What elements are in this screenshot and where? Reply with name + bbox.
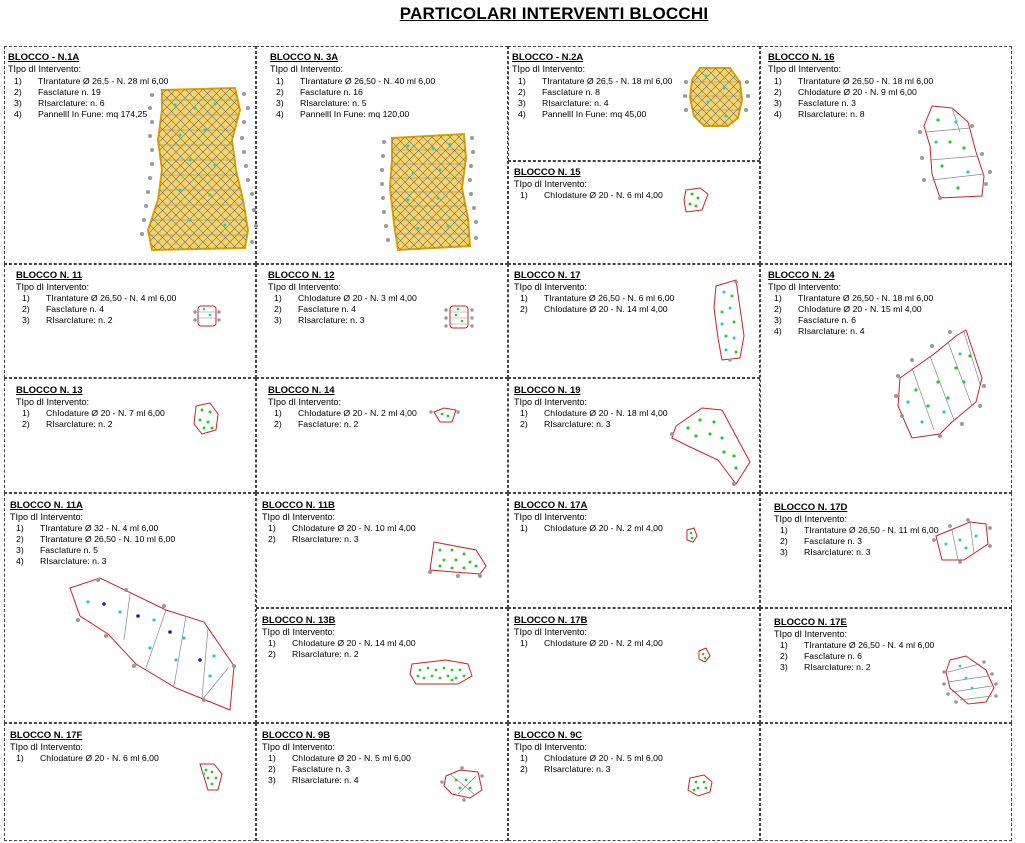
item-text: PannellI In Fune: mq 174,25 — [38, 109, 148, 119]
block-name-b17b: BLOCCO N. 17B — [514, 615, 588, 626]
item-text: RIsarcIature: n. 3 — [40, 556, 107, 566]
intervention-item — [276, 109, 435, 120]
tipo-label: TIpo dI Intervento: — [514, 512, 588, 522]
drawing-block-9c — [684, 772, 716, 798]
intervention-item — [268, 753, 411, 764]
item-text: ChIodature Ø 20 - N. 14 ml 4,00 — [292, 638, 416, 648]
block-name-b19: BLOCCO N. 19 — [514, 385, 581, 396]
block-name-b15: BLOCCO N. 15 — [514, 167, 581, 178]
item-number: 1) — [520, 523, 528, 533]
drawing-block-15 — [680, 184, 710, 214]
item-number: 2) — [520, 419, 528, 429]
intervention-item — [780, 640, 934, 651]
block-name-b17: BLOCCO N. 17 — [514, 270, 581, 281]
intervention-item — [518, 109, 672, 120]
intervention-item — [22, 304, 176, 315]
intervention-item — [780, 651, 934, 662]
tipo-label: TIpo dI Intervento: — [268, 397, 342, 407]
drawing-block-14 — [428, 404, 462, 426]
intervention-item — [274, 419, 417, 430]
item-list-b17f — [16, 753, 159, 764]
drawing-block-17a — [684, 526, 700, 544]
item-text: TIrantature Ø 26,5 - N. 28 ml 6,00 — [38, 76, 169, 86]
item-list-b13 — [22, 408, 165, 430]
item-text: FascIature n. 5 — [40, 545, 98, 555]
item-text: TIrantature Ø 26,50 - N. 4 ml 6,00 — [46, 293, 177, 303]
item-number: 4) — [14, 109, 22, 119]
item-number: 1) — [268, 638, 276, 648]
item-number: 4) — [774, 109, 782, 119]
item-list-b11a — [16, 523, 175, 567]
item-number: 4) — [276, 109, 284, 119]
item-text: FascIature n. 3 — [804, 536, 862, 546]
item-list-b13b — [268, 638, 416, 660]
item-number: 1) — [268, 753, 276, 763]
item-number: 2) — [274, 419, 282, 429]
block-name-b14: BLOCCO N. 14 — [268, 385, 335, 396]
tipo-label: TIpo dI Intervento: — [768, 282, 842, 292]
item-text: RIsarcIature: n. 5 — [300, 98, 367, 108]
item-text: FascIature n. 8 — [542, 87, 600, 97]
item-number: 2) — [274, 304, 282, 314]
item-text: FascIature n. 6 — [804, 651, 862, 661]
drawing-block-17d — [930, 516, 994, 566]
item-number: 3) — [14, 98, 22, 108]
item-text: RIsarcIature: n. 3 — [544, 764, 611, 774]
block-name-b1a: BLOCCO - N.1A — [8, 52, 80, 63]
item-number: 4) — [16, 556, 24, 566]
tipo-label: TIpo dI Intervento: — [774, 629, 848, 639]
intervention-item — [22, 408, 165, 419]
intervention-item — [518, 98, 672, 109]
intervention-item — [518, 87, 672, 98]
item-number: 2) — [520, 764, 528, 774]
item-number: 2) — [22, 304, 30, 314]
intervention-item — [16, 534, 175, 545]
item-number: 4) — [774, 326, 782, 336]
drawing-block-11a — [66, 576, 242, 716]
tipo-label: TIpo dI Intervento: — [16, 397, 90, 407]
item-number: 2) — [14, 87, 22, 97]
item-number: 1) — [774, 293, 782, 303]
item-text: FascIature n. 16 — [300, 87, 363, 97]
tipo-label: TIpo dI Intervento: — [514, 179, 588, 189]
item-number: 3) — [774, 315, 782, 325]
item-text: ChIodature Ø 20 - N. 9 ml 6,00 — [798, 87, 917, 97]
item-number: 1) — [520, 638, 528, 648]
item-number: 2) — [268, 649, 276, 659]
item-number: 3) — [276, 98, 284, 108]
intervention-item — [268, 638, 416, 649]
intervention-item — [774, 76, 933, 87]
tipo-label: TIpo dI Intervento: — [268, 282, 342, 292]
item-list-b9b — [268, 753, 411, 786]
intervention-item — [520, 523, 663, 534]
drawing-block-17f — [196, 760, 226, 794]
item-text: FascIature n. 3 — [798, 98, 856, 108]
item-text: RIsarcIature: n. 8 — [798, 109, 865, 119]
tipo-label: TIpo dI Intervento: — [768, 64, 842, 74]
item-number: 1) — [520, 293, 528, 303]
tipo-label: TIpo dI Intervento: — [512, 64, 586, 74]
intervention-item — [16, 753, 159, 764]
item-number: 1) — [16, 753, 24, 763]
page-title: PARTICOLARI INTERVENTI BLOCCHI — [399, 4, 709, 23]
intervention-item — [520, 764, 663, 775]
item-number: 2) — [780, 536, 788, 546]
item-number: 3) — [774, 98, 782, 108]
intervention-item — [274, 293, 417, 304]
intervention-item — [520, 419, 668, 430]
intervention-item — [22, 419, 165, 430]
intervention-item — [276, 76, 435, 87]
item-number: 1) — [520, 408, 528, 418]
item-list-b15 — [520, 190, 663, 201]
item-number: 1) — [780, 525, 788, 535]
item-text: ChIodature Ø 20 - N. 2 ml 4,00 — [544, 638, 663, 648]
item-number: 1) — [518, 76, 526, 86]
block-name-b11a: BLOCCO N. 11A — [10, 500, 83, 511]
item-text: FascIature n. 3 — [292, 764, 350, 774]
drawing-block-3a — [378, 128, 478, 260]
intervention-item — [780, 525, 939, 536]
intervention-item — [16, 556, 175, 567]
drawing-block-13 — [190, 400, 220, 436]
item-text: ChIodature Ø 20 - N. 6 ml 6,00 — [40, 753, 159, 763]
item-number: 3) — [274, 315, 282, 325]
item-number: 1) — [774, 76, 782, 86]
item-number: 1) — [14, 76, 22, 86]
item-text: FascIature: n. 2 — [298, 419, 359, 429]
intervention-item — [22, 315, 176, 326]
intervention-item — [780, 662, 934, 673]
drawing-block-11 — [192, 302, 222, 330]
item-number: 2) — [774, 87, 782, 97]
item-list-b17d — [780, 525, 939, 558]
intervention-item — [268, 534, 416, 545]
intervention-item — [16, 523, 175, 534]
item-text: FascIature n. 4 — [46, 304, 104, 314]
drawing-block-13b — [406, 658, 476, 688]
intervention-item — [268, 649, 416, 660]
item-number: 1) — [268, 523, 276, 533]
item-text: ChIodature Ø 20 - N. 5 ml 6,00 — [292, 753, 411, 763]
block-name-b16: BLOCCO N. 16 — [768, 52, 835, 63]
item-text: RIsarcIature: n. 2 — [292, 649, 359, 659]
block-name-b12: BLOCCO N. 12 — [268, 270, 335, 281]
intervention-item — [16, 545, 175, 556]
intervention-item — [780, 547, 939, 558]
item-text: RIsarcIature: n. 4 — [798, 326, 865, 336]
item-text: ChIodature Ø 20 - N. 14 ml 4,00 — [544, 304, 668, 314]
tipo-label: TIpo dI Intervento: — [10, 742, 84, 752]
block-name-b2a: BLOCCO - N.2A — [512, 52, 584, 63]
item-text: RIsarcIature: n. 3 — [804, 547, 871, 557]
item-number: 2) — [518, 87, 526, 97]
intervention-item — [520, 304, 674, 315]
item-number: 2) — [16, 534, 24, 544]
drawing-block-12 — [442, 302, 476, 332]
item-number: 1) — [520, 753, 528, 763]
item-number: 1) — [16, 523, 24, 533]
drawing-block-11b — [424, 536, 490, 582]
item-number: 3) — [268, 775, 276, 785]
item-number: 3) — [518, 98, 526, 108]
tipo-label: TIpo dI Intervento: — [8, 64, 82, 74]
block-name-b17d: BLOCCO N. 17D — [774, 502, 848, 513]
item-text: ChIodature Ø 20 - N. 18 ml 4,00 — [544, 408, 668, 418]
item-text: PannellI In Fune: mq 120,00 — [300, 109, 410, 119]
item-text: RIsarcIature: n. 3 — [298, 315, 365, 325]
block-name-b11b: BLOCCO N. 11B — [262, 500, 335, 511]
item-number: 2) — [268, 764, 276, 774]
item-text: RIsarcIature: n. 2 — [46, 315, 113, 325]
intervention-item — [774, 109, 933, 120]
item-number: 1) — [520, 190, 528, 200]
block-name-b11: BLOCCO N. 11 — [16, 270, 82, 281]
item-text: ChIodature Ø 20 - N. 2 ml 4,00 — [544, 523, 663, 533]
item-text: TIrantature Ø 26,50 - N. 10 ml 6,00 — [40, 534, 176, 544]
item-list-b12 — [274, 293, 417, 326]
intervention-item — [774, 315, 933, 326]
block-name-b3a: BLOCCO N. 3A — [270, 52, 339, 63]
item-number: 2) — [276, 87, 284, 97]
block-name-b13: BLOCCO N. 13 — [16, 385, 83, 396]
intervention-item — [774, 304, 933, 315]
intervention-item — [274, 408, 417, 419]
item-number: 2) — [780, 651, 788, 661]
item-number: 3) — [16, 545, 24, 555]
tipo-label: TIpo dI Intervento: — [16, 282, 90, 292]
intervention-item — [274, 304, 417, 315]
item-number: 2) — [268, 534, 276, 544]
item-number: 1) — [274, 293, 282, 303]
intervention-item — [520, 293, 674, 304]
intervention-item — [268, 523, 416, 534]
item-list-b9c — [520, 753, 663, 775]
block-name-b24: BLOCCO N. 24 — [768, 270, 835, 281]
block-name-b9b: BLOCCO N. 9B — [262, 730, 331, 741]
intervention-item — [780, 536, 939, 547]
item-text: TIrantature Ø 26,50 - N. 40 ml 6,00 — [300, 76, 436, 86]
drawing-block-2a — [684, 64, 750, 130]
item-text: TIrantature Ø 26,50 - N. 18 ml 6,00 — [798, 293, 934, 303]
item-text: ChIodature Ø 20 - N. 7 ml 6,00 — [46, 408, 165, 418]
item-list-b17b — [520, 638, 663, 649]
intervention-item — [774, 87, 933, 98]
item-number: 1) — [22, 293, 30, 303]
item-list-b17e — [780, 640, 934, 673]
item-text: RIsarcIature: n. 3 — [544, 419, 611, 429]
item-text: FascIature n. 19 — [38, 87, 101, 97]
item-text: ChIodature Ø 20 - N. 2 ml 4,00 — [298, 408, 417, 418]
block-name-b17a: BLOCCO N. 17A — [514, 500, 588, 511]
item-list-b11 — [22, 293, 176, 326]
item-text: TIrantature Ø 26,50 - N. 18 ml 6,00 — [798, 76, 934, 86]
item-list-b2a — [518, 76, 672, 120]
item-text: FascIature n. 6 — [798, 315, 856, 325]
item-list-b19 — [520, 408, 668, 430]
item-number: 3) — [780, 547, 788, 557]
item-text: RIsarcIature: n. 3 — [292, 534, 359, 544]
drawing-block-9b — [438, 764, 486, 802]
item-text: TIrantature Ø 26,50 - N. 11 ml 6,00 — [804, 525, 939, 535]
intervention-item — [22, 293, 176, 304]
item-number: 1) — [276, 76, 284, 86]
item-text: ChIodature Ø 20 - N. 5 ml 6,00 — [544, 753, 663, 763]
block-name-b17f: BLOCCO N. 17F — [10, 730, 83, 741]
intervention-item — [276, 98, 435, 109]
intervention-item — [520, 408, 668, 419]
item-list-b11b — [268, 523, 416, 545]
cell-empty — [760, 723, 1012, 841]
tipo-label: TIpo dI Intervento: — [514, 627, 588, 637]
item-list-b14 — [274, 408, 417, 430]
drawing-block-19 — [668, 404, 754, 488]
tipo-label: TIpo dI Intervento: — [10, 512, 84, 522]
item-number: 2) — [774, 304, 782, 314]
item-number: 3) — [780, 662, 788, 672]
item-text: PannellI In Fune: mq 45,00 — [542, 109, 647, 119]
item-text: ChIodature Ø 20 - N. 6 ml 4,00 — [544, 190, 663, 200]
item-text: FascIature n. 4 — [298, 304, 356, 314]
item-number: 1) — [22, 408, 30, 418]
intervention-item — [774, 98, 933, 109]
intervention-item — [520, 190, 663, 201]
item-list-b17 — [520, 293, 674, 315]
item-number: 2) — [22, 419, 30, 429]
drawing-block-17B — [696, 646, 712, 664]
item-list-b17a — [520, 523, 663, 534]
item-number: 1) — [274, 408, 282, 418]
intervention-item — [520, 638, 663, 649]
tipo-label: TIpo dI Intervento: — [262, 512, 336, 522]
intervention-item — [268, 775, 411, 786]
tipo-label: TIpo dI Intervento: — [774, 514, 848, 524]
intervention-item — [276, 87, 435, 98]
item-text: TIrantature Ø 26,50 - N. 6 ml 6,00 — [544, 293, 675, 303]
intervention-item — [268, 764, 411, 775]
item-text: TIrantature Ø 32 - N. 4 ml 6,00 — [40, 523, 159, 533]
item-text: ChIodature Ø 20 - N. 10 ml 4,00 — [292, 523, 416, 533]
tipo-label: TIpo dI Intervento: — [514, 282, 588, 292]
drawing-block-1a — [140, 80, 260, 260]
item-text: ChIodature Ø 20 - N. 15 ml 4,00 — [798, 304, 922, 314]
item-text: ChIodature Ø 20 - N. 3 ml 4,00 — [298, 293, 417, 303]
block-name-b9c: BLOCCO N. 9C — [514, 730, 583, 741]
tipo-label: TIpo dI Intervento: — [262, 742, 336, 752]
drawing-block-16 — [912, 102, 998, 202]
item-number: 3) — [22, 315, 30, 325]
item-number: 2) — [520, 304, 528, 314]
item-text: RIsarcIature: n. 6 — [38, 98, 105, 108]
intervention-item — [774, 293, 933, 304]
intervention-item — [274, 315, 417, 326]
tipo-label: TIpo dI Intervento: — [270, 64, 344, 74]
item-number: 4) — [518, 109, 526, 119]
drawing-block-17e — [940, 652, 1000, 708]
block-name-b17e: BLOCCO N. 17E — [774, 617, 847, 628]
tipo-label: TIpo dI Intervento: — [262, 627, 336, 637]
item-list-b3a — [276, 76, 435, 120]
intervention-item — [518, 76, 672, 87]
item-text: TIrantature Ø 26,50 - N. 4 ml 6,00 — [804, 640, 935, 650]
item-text: TIrantature Ø 26,5 - N. 18 ml 6,00 — [542, 76, 673, 86]
item-number: 1) — [780, 640, 788, 650]
drawing-block-24 — [892, 326, 988, 442]
item-text: RIsarcIature: n. 2 — [46, 419, 113, 429]
intervention-item — [520, 753, 663, 764]
item-text: RIsarcIature: n. 2 — [804, 662, 871, 672]
tipo-label: TIpo dI Intervento: — [514, 397, 588, 407]
item-text: RIsarcIature: n. 4 — [542, 98, 609, 108]
block-name-b13b: BLOCCO N. 13B — [262, 615, 336, 626]
tipo-label: TIpo dI Intervento: — [514, 742, 588, 752]
drawing-block-17 — [710, 278, 750, 362]
item-text: RIsarcIature: n. 4 — [292, 775, 359, 785]
item-list-b16 — [774, 76, 933, 120]
